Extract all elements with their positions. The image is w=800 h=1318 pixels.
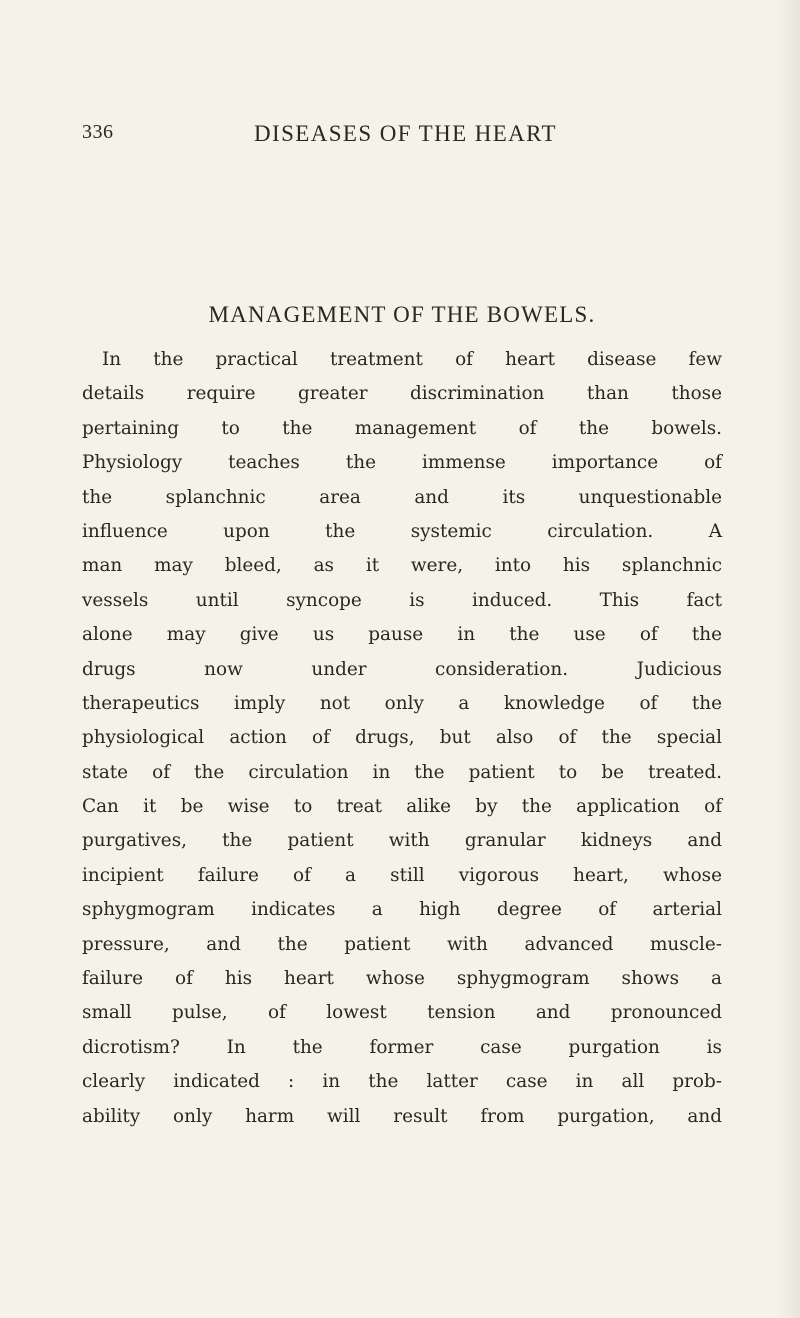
text-line: small pulse, of lowest tension and pronounced	[82, 1002, 722, 1024]
text-line: sphygmogram indicates a high degree of arterial	[82, 899, 722, 921]
text-line: purgatives, the patient with granular kidneys and	[82, 830, 722, 852]
text-line: influence upon the systemic circulation. A	[82, 520, 722, 542]
page-number: 336	[82, 121, 114, 143]
text-line: In the practical treatment of heart disease few	[102, 349, 722, 370]
text-line: failure of his heart whose sphygmogram shows a	[82, 968, 722, 990]
text-line: the splanchnic area and its unquestionable	[82, 486, 722, 508]
running-title: DISEASES OF THE HEART	[254, 121, 557, 146]
section-heading: MANAGEMENT OF THE BOWELS.	[208, 302, 596, 327]
text-line: pertaining to the management of the bowels.	[82, 417, 722, 439]
text-line: clearly indicated : in the latter case in all prob-	[82, 1071, 722, 1093]
page-edge-shadow	[778, 0, 800, 1318]
text-line: alone may give us pause in the use of the	[82, 624, 722, 646]
text-line: Physiology teaches the immense importance of	[82, 452, 722, 474]
text-line: Can it be wise to treat alike by the application of	[82, 796, 722, 818]
text-line: dicrotism? In the former case purgation is	[82, 1036, 722, 1058]
text-line: state of the circulation in the patient to be treated.	[82, 761, 722, 783]
text-line: ability only harm will result from purgation, and	[82, 1105, 722, 1127]
text-line: therapeutics imply not only a knowledge of the	[82, 692, 722, 714]
text-line: incipient failure of a still vigorous heart, whose	[82, 864, 722, 886]
text-line: man may bleed, as it were, into his splanchnic	[82, 555, 722, 577]
text-line: vessels until syncope is induced. This fact	[82, 589, 722, 611]
text-line: pressure, and the patient with advanced muscle-	[82, 933, 722, 955]
text-line: physiological action of drugs, but also of the special	[82, 727, 722, 749]
text-line: details require greater discrimination than those	[82, 383, 722, 405]
text-line: drugs now under consideration. Judicious	[82, 658, 722, 680]
running-head	[82, 121, 722, 151]
body-paragraph	[82, 343, 722, 1134]
